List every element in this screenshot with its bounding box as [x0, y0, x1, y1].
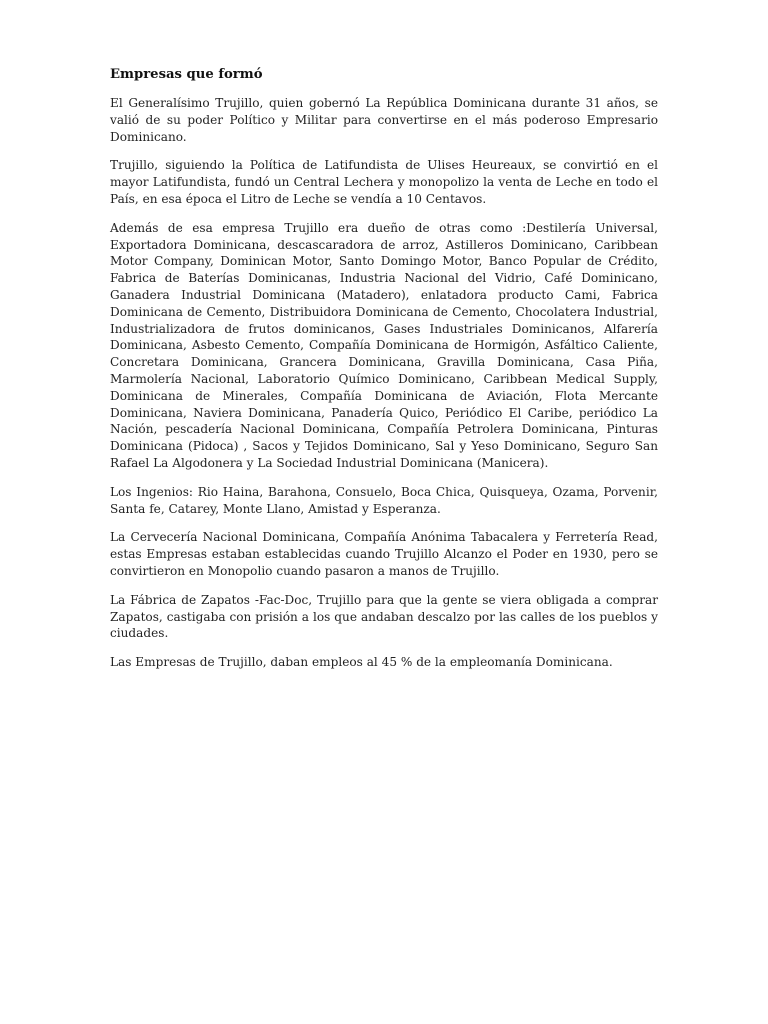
document-page: [110, 66, 658, 683]
document-title: Empresas que formó: [110, 67, 263, 82]
paragraph-shoe-factory: La Fábrica de Zapatos -Fac-Doc, Trujillo para que la gente se viera obligada a comprar Zapatos, castigaba con prisión a los que andaban descalzo por las calles de los pueblos y ciudades.: [110, 592, 658, 641]
paragraph-latifundista: Trujillo, siguiendo la Política de Latifundista de Ulises Heureaux, se convirtió en el mayor Latifundista, fundó un Central Lechera y monopolizo la venta de Leche en todo el País, en esa época el Litro de Leche se vendía a 10 Centavos.: [110, 158, 658, 206]
paragraph-ingenios: Los Ingenios: Rio Haina, Barahona, Consuelo, Boca Chica, Quisqueya, Ozama, Porvenir, Santa fe, Catarey, Monte Llano, Amistad y Esperanza.: [110, 484, 658, 516]
paragraph-companies-list: Además de esa empresa Trujillo era dueño de otras como :Destilería Universal, Exportadora Dominicana, descascaradora de arroz, Astilleros Dominicano, Caribbean Motor Company, Dominican Motor, Santo Domingo Motor, Banco Popular de Crédito, Fabrica de Baterías Dominicanas, Industria Nacional del Vidrio, Café Dominicano, Ganadera Industrial Dominicana (Matadero), enlatadora producto Cami, Fabrica Dominicana de Cemento, Distribuidora Dominicana de Cemento, Chocolatera Industrial, Industrializadora de frutos dominicanos, Gases Industriales Dominicanos, Alfarería Dominicana, Asbesto Cemento, Compañía Dominicana de Hormigón, Asfáltico Caliente, Concretara Dominicana, Grancera Dominicana, Gravilla Dominicana, Casa Piña, Marmolería Nacional, Laboratorio Químico Dominicano, Caribbean Medical Supply, Dominicana de Minerales, Compañía Dominicana de Aviación, Flota Mercante Dominicana, Naviera Dominicana, Panadería Quico, Periódico El Caribe, periódico La Nación, pescadería Nacional Dominicana, Compañía Petrolera Dominicana, Pinturas Dominicana (Pidoca) , Sacos y Tejidos Dominicano, Sal y Yeso Dominicano, Seguro San Rafael La Algodonera y La Sociedad Industrial Dominicana (Manicera).: [110, 220, 658, 470]
paragraph-intro: El Generalísimo Trujillo, quien gobernó La República Dominicana durante 31 años, se valió de su poder Político y Militar para convertirse en el más poderoso Empresario Dominicano.: [110, 96, 658, 144]
paragraph-monopolies: La Cervecería Nacional Dominicana, Compañía Anónima Tabacalera y Ferretería Read, estas Empresas estaban establecidas cuando Trujillo Alcanzo el Poder en 1930, pero se convirtieron en Monopolio cuando pasaron a manos de Trujillo.: [110, 530, 658, 578]
paragraph-employment: Las Empresas de Trujillo, daban empleos al 45 % de la empleomanía Dominicana.: [110, 655, 613, 670]
